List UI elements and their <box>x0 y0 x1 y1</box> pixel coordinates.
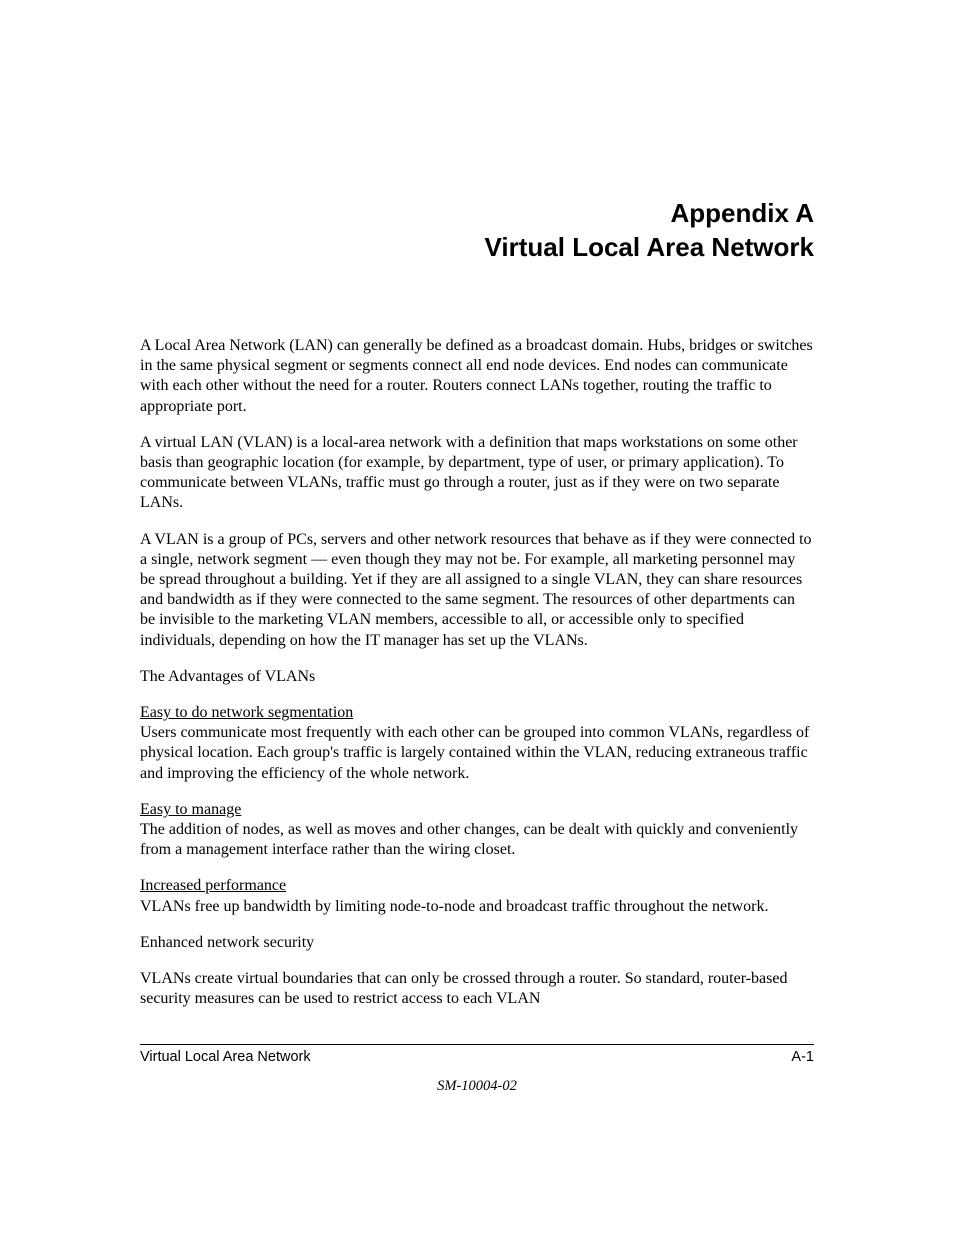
document-id: SM-10004-02 <box>437 1078 517 1094</box>
performance-text: VLANs free up bandwidth by limiting node-to-node and broadcast traffic throughout the network. <box>140 897 769 915</box>
section-manage <box>140 800 814 861</box>
paragraph-vlan-group: A VLAN is a group of PCs, servers and other network resources that behave as if they were connected to a single, network segment — even though they may not be. For example, all marketing personnel may be spread throughout a building. Yet if they are all assigned to a single VLAN, they can share resources and bandwidth as if they were connected to the same segment. The resources of other departments can be invisible to the marketing VLAN members, accessible to all, or accessible only to specified individuals, depending on how the IT manager has set up the VLANs. <box>140 530 812 649</box>
appendix-label: Appendix A <box>670 198 814 228</box>
footer-page-number: A-1 <box>791 1049 814 1065</box>
segmentation-heading: Easy to do network segmentation <box>140 704 354 722</box>
body-text <box>140 336 814 1025</box>
section-segmentation <box>140 703 814 784</box>
manage-heading: Easy to manage <box>140 800 242 818</box>
page-title <box>140 196 814 264</box>
footer-divider <box>140 1044 814 1045</box>
manage-text: The addition of nodes, as well as moves and other changes, can be dealt with quickly and conveniently from a management interface rather than the wiring closet. <box>140 821 799 859</box>
appendix-title: Virtual Local Area Network <box>484 232 814 262</box>
performance-heading: Increased performance <box>140 877 287 895</box>
footer-section-title: Virtual Local Area Network <box>140 1049 311 1065</box>
paragraph-vlan-definition: A virtual LAN (VLAN) is a local-area network with a definition that maps workstations on some other basis than geographic location (for example, by department, type of user, or primary application). To communicate between VLANs, traffic must go through a router, just as if they were on two separate LANs. <box>140 433 798 512</box>
advantages-heading: The Advantages of VLANs <box>140 667 316 685</box>
paragraph-lan-definition: A Local Area Network (LAN) can generally be defined as a broadcast domain. Hubs, bridges or switches in the same physical segment or segments connect all end node devices. End nodes can communicate with each other without the need for a router. Routers connect LANs together, routing the traffic to appropriate port. <box>140 337 813 415</box>
section-performance <box>140 876 814 916</box>
security-heading: Enhanced network security <box>140 933 315 951</box>
security-text: VLANs create virtual boundaries that can only be crossed through a router. So standard, router-based security measures can be used to restrict access to each VLAN <box>140 970 788 1008</box>
segmentation-text: Users communicate most frequently with each other can be grouped into common VLANs, regardless of physical location. Each group's traffic is largely contained within the VLAN, reducing extraneous traffic and improving the efficiency of the whole network. <box>140 724 810 782</box>
